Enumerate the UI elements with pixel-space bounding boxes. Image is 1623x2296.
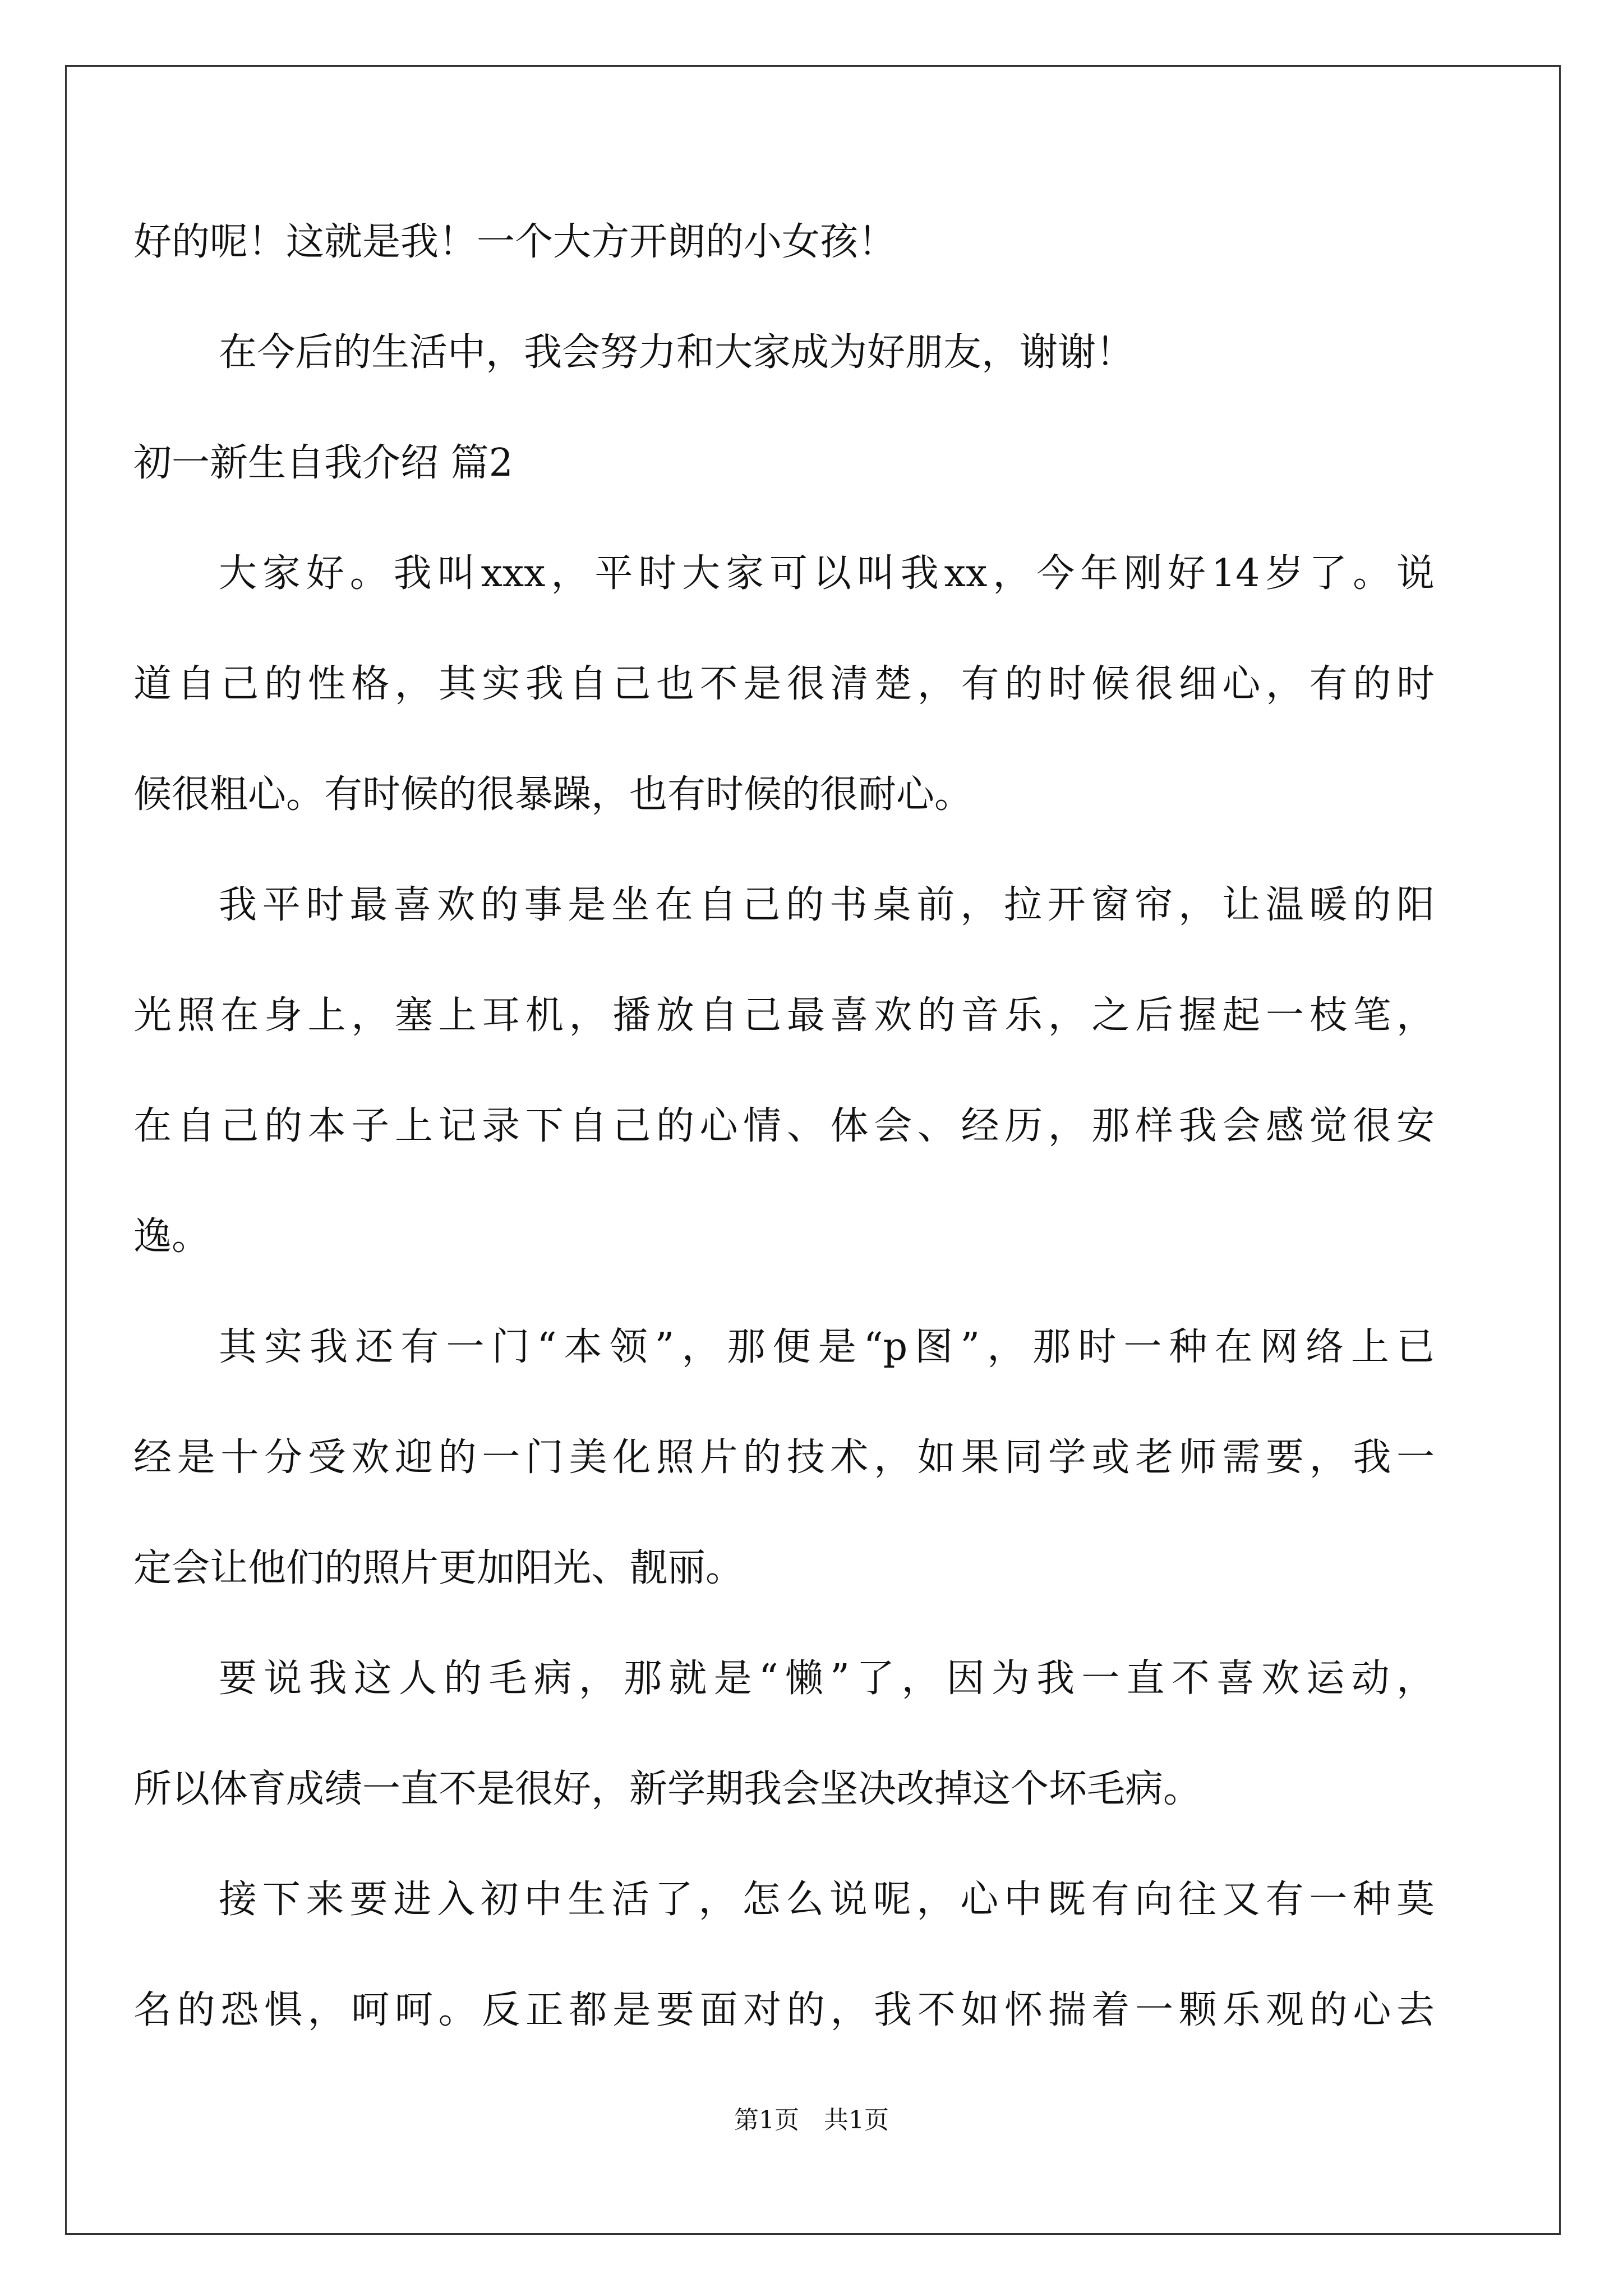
text-line: 经是十分受欢迎的一门美化照片的技术，如果同学或老师需要，我一 [133, 1435, 1435, 1480]
text-line: 名的恐惧，呵呵。反正都是要面对的，我不如怀揣着一颗乐观的心去 [133, 1988, 1435, 2032]
page-number-footer: 第1页 共1页 [734, 2106, 889, 2134]
text-line: 在今后的生活中，我会努力和大家成为好朋友，谢谢！ [219, 330, 1135, 375]
text-line: 其实我还有一门“本领”，那便是“p图”，那时一种在网络上已 [219, 1325, 1435, 1369]
text-line: 好的呢！这就是我！一个大方开朗的小女孩！ [133, 220, 897, 264]
text-line: 要说我这人的毛病，那就是“懒”了，因为我一直不喜欢运动， [219, 1657, 1435, 1701]
section-heading: 初一新生自我介绍 篇2 [133, 441, 513, 485]
text-line: 定会让他们的照片更加阳光、靓丽。 [133, 1546, 744, 1590]
text-line: 候很粗心。有时候的很暴躁，也有时候的很耐心。 [133, 772, 973, 817]
text-line: 我平时最喜欢的事是坐在自己的书桌前，拉开窗帘，让温暖的阳 [219, 883, 1435, 927]
text-line: 道自己的性格，其实我自己也不是很清楚，有的时候很细心，有的时 [133, 662, 1435, 706]
text-line: 接下来要进入初中生活了，怎么说呢，心中既有向往又有一种莫 [219, 1878, 1435, 1922]
text-line: 所以体育成绩一直不是很好，新学期我会坚决改掉这个坏毛病。 [133, 1767, 1202, 1811]
text-line: 光照在身上，塞上耳机，播放自己最喜欢的音乐，之后握起一枝笔， [133, 993, 1435, 1038]
text-line: 大家好。我叫xxx，平时大家可以叫我xx，今年刚好14岁了。说 [219, 551, 1435, 596]
text-line: 逸。 [133, 1214, 210, 1259]
text-line: 在自己的本子上记录下自己的心情、体会、经历，那样我会感觉很安 [133, 1104, 1435, 1148]
